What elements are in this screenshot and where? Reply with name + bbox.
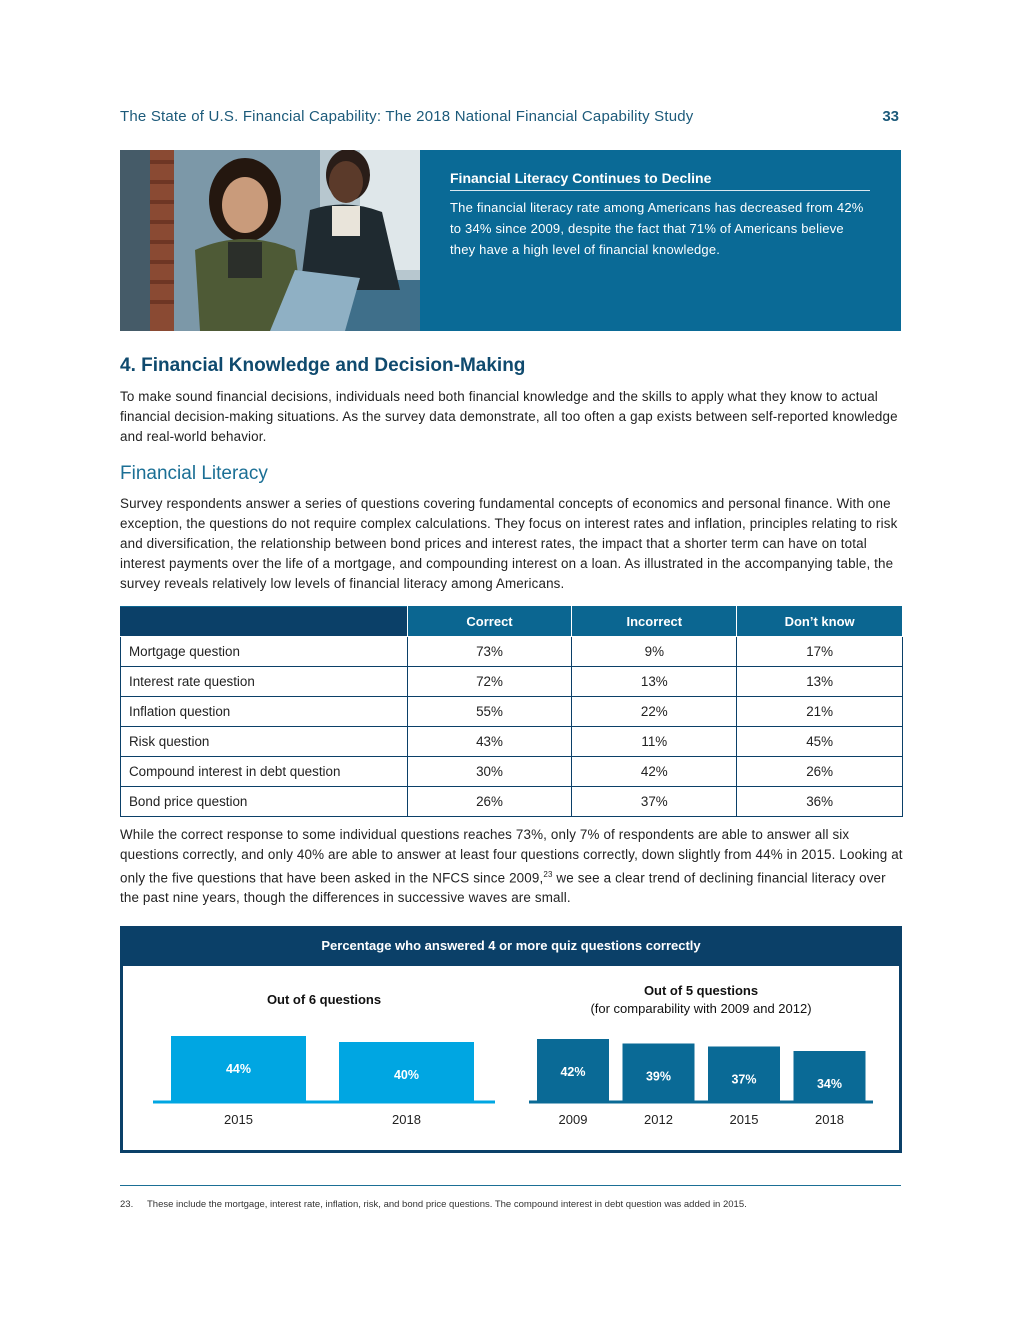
x-tick-label: 2009 xyxy=(558,1112,588,1127)
dont-know-cell: 21% xyxy=(737,697,903,727)
chart-subtitle: (for comparability with 2009 and 2012) xyxy=(590,1001,812,1016)
correct-cell: 30% xyxy=(407,757,572,787)
table-header-row xyxy=(121,607,903,637)
chart-title: Out of 6 questions xyxy=(266,992,382,1007)
photo xyxy=(120,150,420,331)
section-heading: 4. Financial Knowledge and Decision-Making xyxy=(120,355,526,376)
table-row xyxy=(121,667,903,697)
incorrect-cell: 13% xyxy=(572,667,737,697)
after-table-text-1: While the correct response to some individual questions reaches 73%, only 7% of respondents are able to answer all six questions correctly, and only 40% are able to answer at least four questions correctly, down slightly from 44% in 2015. Looking at only the five questions that have been asked in the NFCS since 2009, xyxy=(120,827,903,886)
chart-panel-heading: Percentage who answered 4 or more quiz questions correctly xyxy=(120,926,902,966)
table-header-correct: Correct xyxy=(407,607,572,637)
x-tick-label: 2015 xyxy=(224,1112,253,1127)
callout-text xyxy=(450,170,870,260)
table-row xyxy=(121,757,903,787)
after-table-paragraph xyxy=(120,825,904,908)
dont-know-cell: 45% xyxy=(737,727,903,757)
footnote xyxy=(120,1199,747,1210)
table-header-blank xyxy=(121,607,408,637)
literacy-paragraph: Survey respondents answer a series of questions covering fundamental concepts of economics and personal finance. With one exception, the questions do not require complex calculations. They focus on interest rates and inflation, principles relating to risk and diversification, the relationship between bond prices and interest rates, the impact that a shorter term can have on total interest payments over the life of a mortgage, and compounding interest on a loan. As illustrated in the accompanying table, the survey reveals relatively low levels of financial literacy among Americans. xyxy=(120,496,898,591)
correct-cell: 72% xyxy=(407,667,572,697)
document-title: The State of U.S. Financial Capability: The 2018 National Financial Capability Study xyxy=(120,108,694,125)
x-tick-label: 2018 xyxy=(392,1112,421,1127)
footnote-text: These include the mortgage, interest rate, inflation, risk, and bond price questions. The compound interest in debt question was added in 2015. xyxy=(147,1199,747,1210)
bar-charts xyxy=(123,966,899,1150)
people-photo-illustration xyxy=(120,150,420,331)
dont-know-cell: 36% xyxy=(737,787,903,817)
incorrect-cell: 42% xyxy=(572,757,737,787)
callout-banner xyxy=(120,150,901,331)
dont-know-cell: 26% xyxy=(737,757,903,787)
incorrect-cell: 22% xyxy=(572,697,737,727)
literacy-table xyxy=(120,606,903,817)
question-cell: Bond price question xyxy=(121,787,408,817)
incorrect-cell: 11% xyxy=(572,727,737,757)
incorrect-cell: 37% xyxy=(572,787,737,817)
data-label: 42% xyxy=(560,1065,586,1079)
table-row xyxy=(121,697,903,727)
x-tick-label: 2015 xyxy=(729,1112,759,1127)
data-label: 39% xyxy=(645,1069,672,1084)
table-row xyxy=(121,787,903,817)
table-header-incorrect: Incorrect xyxy=(572,607,737,637)
table-row xyxy=(121,727,903,757)
dont-know-cell: 13% xyxy=(737,667,903,697)
data-label: 37% xyxy=(731,1072,757,1087)
page-number: 33 xyxy=(882,108,899,125)
correct-cell: 73% xyxy=(407,637,572,667)
incorrect-cell: 9% xyxy=(572,637,737,667)
dont-know-cell: 17% xyxy=(737,637,903,667)
x-tick-label: 2018 xyxy=(815,1112,844,1127)
chart-panel xyxy=(120,926,902,1153)
after-table-text-2: we see a clear trend of declining financial literacy over the past nine years, though the differences in successive waves are small. xyxy=(120,870,886,906)
chart-title: Out of 5 questions xyxy=(643,983,759,998)
section-intro: To make sound financial decisions, individuals need both financial knowledge and the skills to apply what they know to actual financial decision-making situations. As the survey data demonstrate, all too often a gap exists between self-reported knowledge and real-world behavior. xyxy=(120,389,898,444)
x-tick-label: 2012 xyxy=(644,1112,673,1127)
footnote-reference: 23 xyxy=(543,870,553,879)
table-row xyxy=(121,637,903,667)
data-label: 40% xyxy=(393,1068,420,1082)
correct-cell: 43% xyxy=(407,727,572,757)
callout-title: Financial Literacy Continues to Decline xyxy=(450,170,870,191)
question-cell: Risk question xyxy=(121,727,408,757)
data-label: 44% xyxy=(225,1062,252,1076)
correct-cell: 55% xyxy=(407,697,572,727)
question-cell: Compound interest in debt question xyxy=(121,757,408,787)
question-cell: Inflation question xyxy=(121,697,408,727)
running-header xyxy=(120,108,901,130)
question-cell: Mortgage question xyxy=(121,637,408,667)
data-label: 34% xyxy=(816,1077,843,1091)
footnote-number: 23. xyxy=(120,1199,134,1210)
callout-body: The financial literacy rate among Americans has decreased from 42% to 34% since 2009, despite the fact that 71% of Americans believe they have a high level of financial knowledge. xyxy=(450,200,864,257)
subsection-heading: Financial Literacy xyxy=(120,463,268,484)
footnote-rule xyxy=(120,1185,901,1186)
question-cell: Interest rate question xyxy=(121,667,408,697)
table-header-dont-know: Don’t know xyxy=(737,607,903,637)
correct-cell: 26% xyxy=(407,787,572,817)
